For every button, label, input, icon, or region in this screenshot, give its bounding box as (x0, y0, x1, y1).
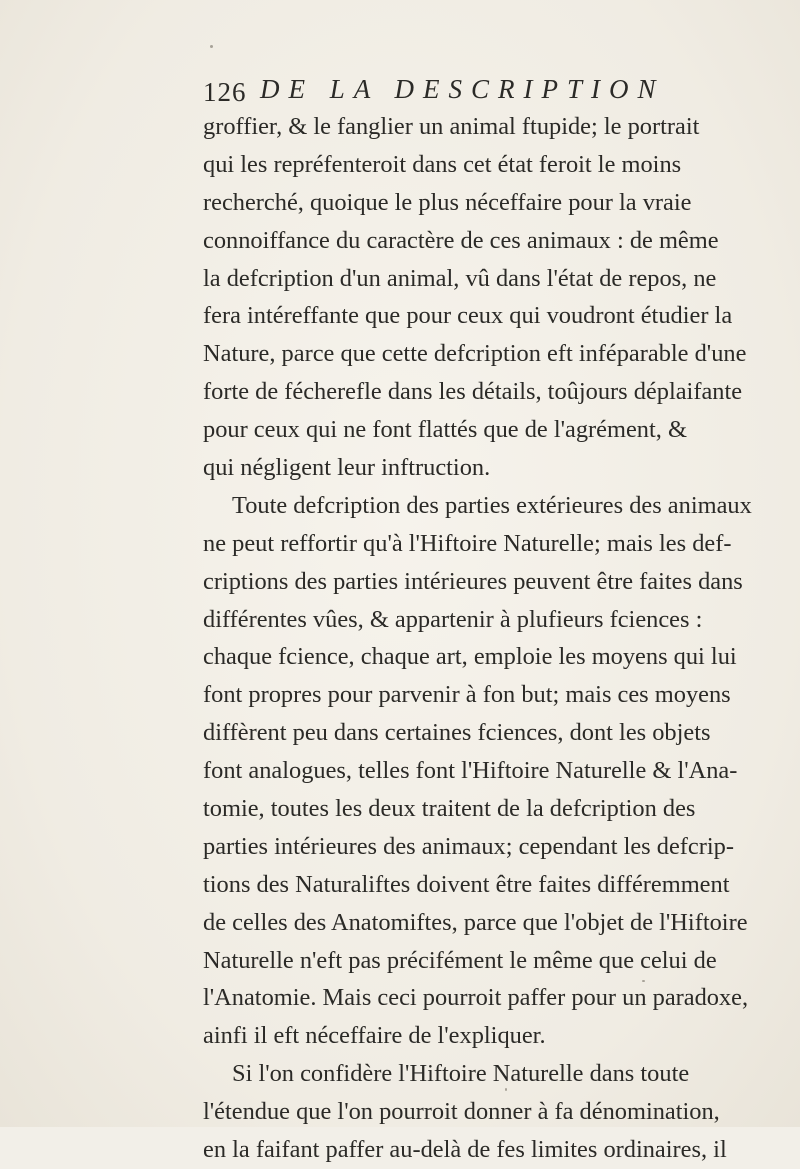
text-line: connoiffance du caractère de ces animaux : de même (203, 226, 719, 254)
text-line: de celles des Anatomiftes, parce que l'objet de l'Hiftoire (203, 908, 748, 936)
text-line: font analogues, telles font l'Hiftoire Naturelle & l'Ana- (203, 757, 738, 785)
text-line: criptions des parties intérieures peuvent être faites dans (203, 567, 743, 595)
text-line: l'étendue que l'on pourroit donner à fa dénomination, (203, 1098, 720, 1126)
paragraph-start-line: Si l'on confidère l'Hiftoire Naturelle dans toute (232, 1060, 690, 1088)
text-line: qui les repréfenteroit dans cet état feroit le moins (203, 150, 682, 178)
text-line: tomie, toutes les deux traitent de la defcription des (203, 795, 696, 823)
text-line: ne peut reffortir qu'à l'Hiftoire Naturelle; mais les def- (203, 529, 732, 557)
text-line: fera intéreffante que pour ceux qui voudront étudier la (203, 302, 733, 330)
page-number: 126 (203, 77, 247, 107)
text-line: recherché, quoique le plus néceffaire pour la vraie (203, 188, 692, 216)
text-line: différentes vûes, & appartenir à plufieurs fciences : (203, 605, 703, 633)
paper-speck (210, 45, 213, 48)
text-line: ainfi il eft néceffaire de l'expliquer. (203, 1022, 546, 1050)
text-line: forte de fécherefle dans les détails, toûjours déplaifante (203, 378, 743, 406)
text-line: qui négligent leur inftruction. (203, 454, 491, 482)
paper-speck (642, 980, 645, 982)
text-line: en la faifant paffer au-delà de fes limites ordinaires, il (203, 1136, 727, 1164)
text-line: Naturelle n'eft pas précifément le même que celui de (203, 946, 717, 974)
text-line: Nature, parce que cette defcription eft inféparable d'une (203, 340, 747, 368)
text-line: l'Anatomie. Mais ceci pourroit paffer pour un paradoxe, (203, 984, 749, 1012)
text-line: la defcription d'un animal, vû dans l'état de repos, ne (203, 264, 717, 292)
text-line: pour ceux qui ne font flattés que de l'agrément, & (203, 416, 687, 444)
text-line: diffèrent peu dans certaines fciences, dont les objets (203, 719, 711, 747)
text-line: tions des Naturaliftes doivent être faites différemment (203, 870, 730, 898)
text-line: font propres pour parvenir à fon but; mais ces moyens (203, 681, 731, 709)
text-line: groffier, & le fanglier un animal ftupide; le portrait (203, 113, 700, 140)
paper-speck (505, 1088, 507, 1091)
paragraph-start-line: Toute defcription des parties extérieures des animaux (232, 491, 752, 519)
text-line: chaque fcience, chaque art, emploie les moyens qui lui (203, 643, 737, 671)
text-line: parties intérieures des animaux; cependant les defcrip- (203, 832, 734, 860)
body-text (203, 108, 752, 1169)
running-title: DE LA DESCRIPTION (260, 74, 665, 104)
